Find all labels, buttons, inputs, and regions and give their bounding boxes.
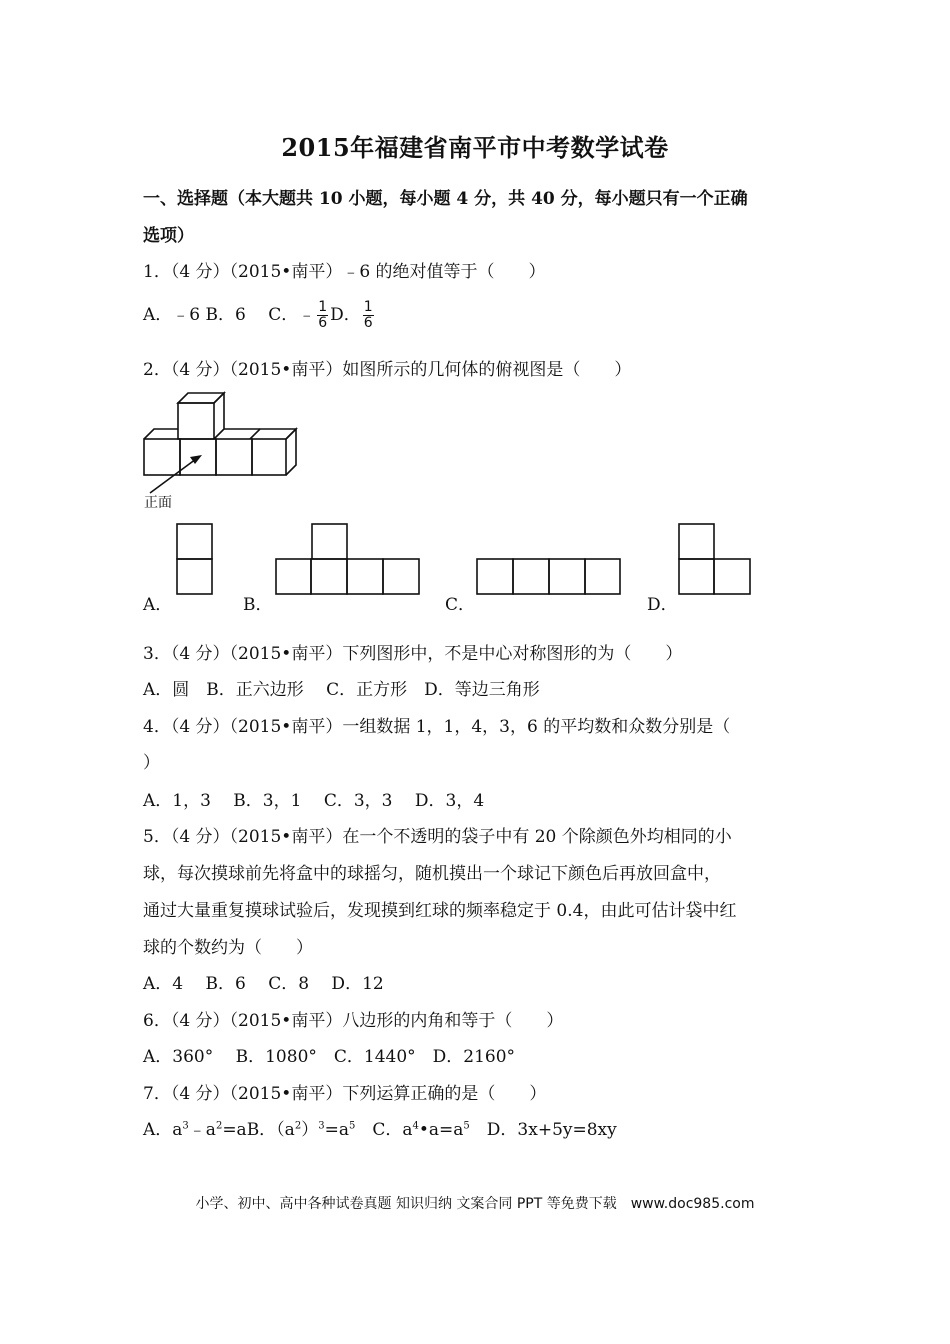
q1-option-c-sign: ﹣ xyxy=(298,305,316,325)
fraction-denominator: 6 xyxy=(363,315,373,331)
question-6-stem: 6．（4 分）（2015•南平）八边形的内角和等于（ ） xyxy=(143,1011,564,1031)
q1-options-ab: A．﹣6 B．6 C． xyxy=(143,305,299,325)
front-label: 正面 xyxy=(144,495,172,511)
question-5-line-2: 球，每次摸球前先将盒中的球摇匀，随机摸出一个球记下颜色后再放回盒中， xyxy=(143,864,721,884)
question-4-stem: 4．（4 分）（2015•南平）一组数据 1，1，4，3，6 的平均数和众数分别是（ xyxy=(143,717,731,737)
q2-option-b-figure xyxy=(275,523,425,598)
q2-option-d-figure xyxy=(678,523,758,598)
fraction-numerator: 1 xyxy=(318,299,328,315)
question-7-options xyxy=(143,1115,617,1140)
question-5-line-3: 通过大量重复摸球试验后，发现摸到红球的频率稳定于 0.4，由此可估计袋中红 xyxy=(143,901,737,921)
question-3-options: A．圆 B．正六边形 C．正方形 D．等边三角形 xyxy=(143,680,540,700)
q1-option-c-fraction xyxy=(317,300,328,331)
q2-option-a-label: A． xyxy=(143,595,173,615)
q7-b-text: ） xyxy=(301,1120,319,1140)
q7-c-exponent: 5 xyxy=(463,1120,470,1132)
q7-b-exponent: 3 xyxy=(318,1120,325,1132)
q7-b-exponent: 2 xyxy=(294,1120,302,1132)
question-5-options: A．4 B．6 C．8 D．12 xyxy=(143,974,384,994)
q7-a-exponent: 2 xyxy=(215,1120,223,1132)
page-title: 2015年福建省南平市中考数学试卷 xyxy=(281,133,669,162)
q7-b-exponent: 5 xyxy=(348,1120,356,1132)
q7-a-exponent: 3 xyxy=(182,1120,189,1132)
q7-b-text: =aB．（a xyxy=(222,1120,295,1140)
question-1-stem: 1．（4 分）（2015•南平）﹣6 的绝对值等于（ ） xyxy=(143,262,546,282)
q1-option-d-fraction xyxy=(363,300,374,331)
q7-d-text: D．3x+5y=8xy xyxy=(469,1120,617,1140)
fraction-numerator: 1 xyxy=(363,299,373,315)
page-footer: 小学、初中、高中各种试卷真题 知识归纳 文案合同 PPT 等免费下载 www.doc985.com xyxy=(195,1196,755,1212)
question-7-stem: 7．（4 分）（2015•南平）下列运算正确的是（ ） xyxy=(143,1084,547,1104)
question-2-stem: 2．（4 分）（2015•南平）如图所示的几何体的俯视图是（ ） xyxy=(143,360,632,380)
q7-a-text: ﹣a xyxy=(188,1120,216,1140)
fraction-denominator: 6 xyxy=(318,315,328,331)
q2-option-d-label: D． xyxy=(647,595,678,615)
q2-option-c-label: C． xyxy=(445,595,476,615)
q7-c-text: •a=a xyxy=(418,1120,464,1140)
question-5-line-1: 5．（4 分）（2015•南平）在一个不透明的袋子中有 20 个除颜色外均相同的小 xyxy=(143,827,732,847)
question-4-stem-cont: ） xyxy=(143,753,160,773)
section-heading-cont: 选项） xyxy=(143,226,194,246)
q7-b-text: =a xyxy=(324,1120,349,1140)
question-4-options: A．1，3 B．3，1 C．3，3 D．3，4 xyxy=(143,791,485,811)
q2-option-b-label: B． xyxy=(243,595,273,615)
q7-c-exponent: 4 xyxy=(412,1120,419,1132)
q2-option-c-figure xyxy=(476,558,626,598)
solid-figure xyxy=(140,385,310,515)
question-1-options xyxy=(143,300,376,331)
q2-option-a-figure xyxy=(176,523,216,598)
section-heading: 一、选择题（本大题共 10 小题，每小题 4 分，共 40 分，每小题只有一个正确 xyxy=(143,189,748,209)
q1-option-d-label: D． xyxy=(330,305,361,325)
question-5-line-4: 球的个数约为（ ） xyxy=(143,938,313,958)
q7-c-text: C．a xyxy=(355,1120,413,1140)
question-6-options: A．360° B．1080° C．1440° D．2160° xyxy=(143,1047,516,1067)
question-3-stem: 3．（4 分）（2015•南平）下列图形中，不是中心对称图形的为（ ） xyxy=(143,644,683,664)
q7-a-text: A．a xyxy=(143,1120,183,1140)
